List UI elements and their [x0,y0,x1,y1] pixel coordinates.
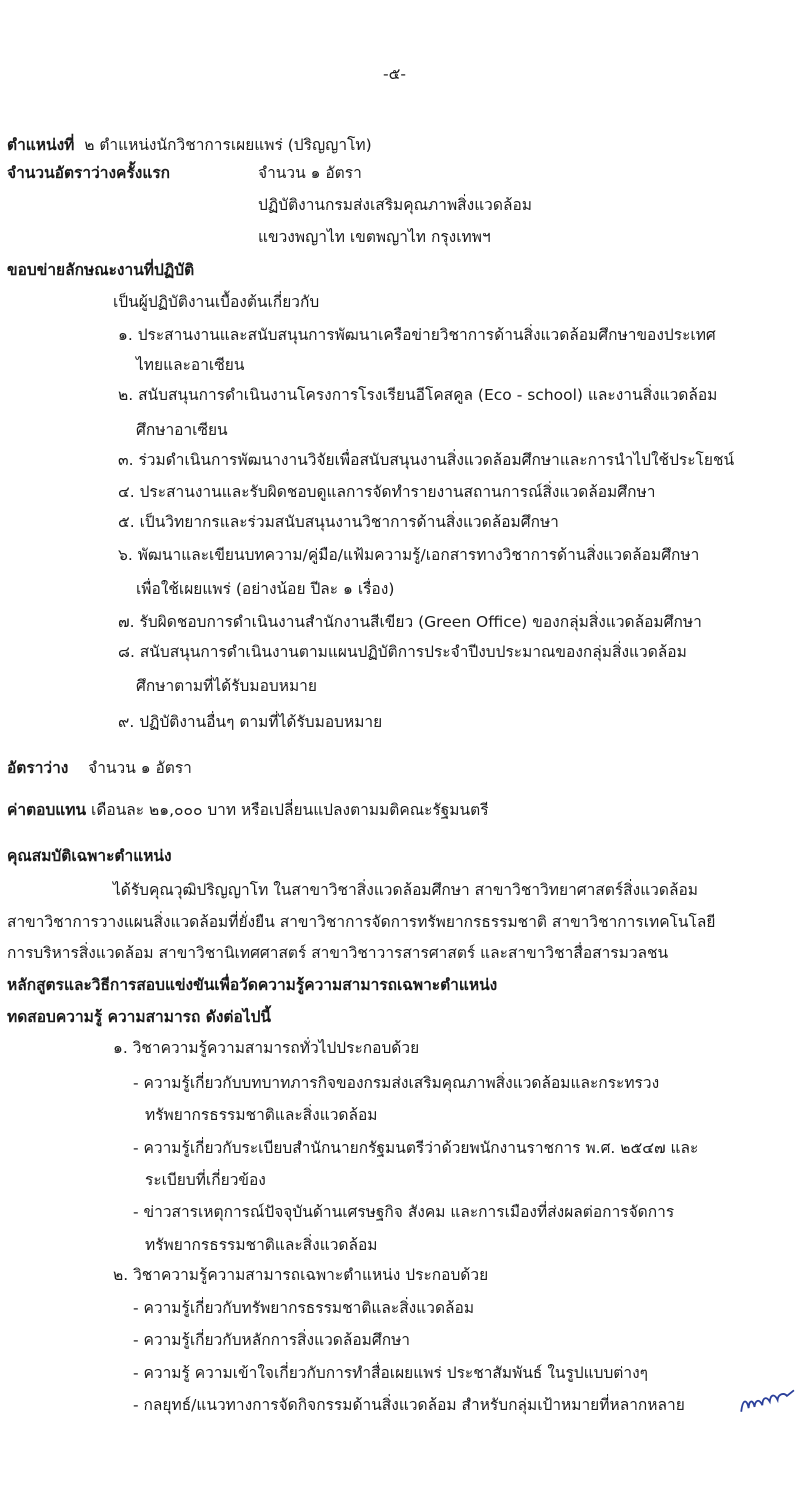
exam-general-item-cont: ระเบียบที่เกี่ยวข้อง [145,1171,266,1189]
exam-general-title: ๑. วิชาความรู้ความสามารถทั่วไปประกอบด้วย [113,1039,420,1057]
exam-specific-item: - กลยุทธ์/แนวทางการจัดกิจกรรมด้านสิ่งแวดล้อม สำหรับกลุ่มเป้าหมายที่หลากหลาย [133,1396,685,1414]
scope-item: ๕. เป็นวิทยากรและร่วมสนับสนุนงานวิชาการด้านสิ่งแวดล้อมศึกษา [118,513,559,531]
qualifications-line: การบริหารสิ่งแวดล้อม สาขาวิชานิเทศศาสตร์ สาขาวิชาวารสารศาสตร์ และสาขาวิชาสื่อสารมวลชน [7,944,669,962]
exam-specific-title: ๒. วิชาความรู้ความสามารถเฉพาะตำแหน่ง ประกอบด้วย [113,1266,489,1284]
vacancy-first-line: แขวงพญาไท เขตพญาไท กรุงเทพฯ [258,228,491,246]
scope-item: ๔. ประสานงานและรับผิดชอบดูแลการจัดทำรายงานสถานการณ์สิ่งแวดล้อมศึกษา [118,483,656,501]
exam-general-item-cont: ทรัพยากรธรรมชาติและสิ่งแวดล้อม [145,1236,378,1254]
position-value: ๒ ตำแหน่งนักวิชาการเผยแพร่ (ปริญญาโท) [84,136,372,154]
scope-item-cont: ศึกษาอาเซียน [136,421,228,439]
scope-item: ๓. ร่วมดำเนินการพัฒนางานวิจัยเพื่อสนับสนุนงานสิ่งแวดล้อมศึกษาและการนำไปใช้ประโยชน์ [118,451,735,469]
vacancy-label: อัตราว่าง [7,759,69,777]
scope-item: ๑. ประสานงานและสนับสนุนการพัฒนาเครือข่ายวิชาการด้านสิ่งแวดล้อมศึกษาของประเทศ [118,326,716,344]
scope-item: ๘. สนับสนุนการดำเนินงานตามแผนปฏิบัติการประจำปีงบประมาณของกลุ่มสิ่งแวดล้อม [118,643,687,661]
qualifications-line: สาขาวิชาการวางแผนสิ่งแวดล้อมที่ยั่งยืน สาขาวิชาการจัดการทรัพยากรธรรมชาติ สาขาวิชาการเทคโนโลยี [7,913,716,931]
scope-item: ๖. พัฒนาและเขียนบทความ/คู่มือ/แฟ้มความรู้/เอกสารทางวิชาการด้านสิ่งแวดล้อมศึกษา [118,546,700,564]
vacancy-first-label: จำนวนอัตราว่างครั้งแรก [7,164,171,182]
position-label: ตำแหน่งที่ [7,136,75,154]
vacancy-first-line: ปฏิบัติงานกรมส่งเสริมคุณภาพสิ่งแวดล้อม [258,196,532,214]
salary-value: เดือนละ ๒๑,๐๐๐ บาท หรือเปลี่ยนแปลงตามมติคณะรัฐมนตรี [91,801,489,819]
qualifications-line: ได้รับคุณวุฒิปริญญาโท ในสาขาวิชาสิ่งแวดล้อมศึกษา สาขาวิชาวิทยาศาสตร์สิ่งแวดล้อม [113,881,698,899]
exam-general-item-cont: ทรัพยากรธรรมชาติและสิ่งแวดล้อม [145,1106,378,1124]
vacancy-value: จำนวน ๑ อัตรา [88,759,192,777]
exam-heading: หลักสูตรและวิธีการสอบแข่งขันเพื่อวัดความรู้ความสามารถเฉพาะตำแหน่ง [7,976,498,994]
exam-general-item: - ความรู้เกี่ยวกับบทบาทภารกิจของกรมส่งเสริมคุณภาพสิ่งแวดล้อมและกระทรวง [133,1074,660,1092]
scope-intro: เป็นผู้ปฏิบัติงานเบื้องต้นเกี่ยวกับ [113,293,320,311]
scope-heading: ขอบข่ายลักษณะงานที่ปฏิบัติ [7,261,195,279]
scope-item-cont: ไทยและอาเซียน [136,356,245,374]
exam-specific-item: - ความรู้เกี่ยวกับทรัพยากรธรรมชาติและสิ่งแวดล้อม [133,1299,475,1317]
scope-item: ๗. รับผิดชอบการดำเนินงานสำนักงานสีเขียว (Green Office) ของกลุ่มสิ่งแวดล้อมศึกษา [118,613,702,631]
exam-subheading: ทดสอบความรู้ ความสามารถ ดังต่อไปนี้ [7,1008,272,1026]
scope-item-cont: ศึกษาตามที่ได้รับมอบหมาย [136,677,317,695]
exam-specific-item: - ความรู้เกี่ยวกับหลักการสิ่งแวดล้อมศึกษา [133,1331,411,1349]
vacancy-first-line: จำนวน ๑ อัตรา [258,164,362,182]
page-number: -๕- [383,65,406,83]
handwritten-signature [736,1384,800,1422]
exam-general-item: - ข่าวสารเหตุการณ์ปัจจุบันด้านเศรษฐกิจ สังคม และการเมืองที่ส่งผลต่อการจัดการ [133,1203,675,1221]
scope-item: ๒. สนับสนุนการดำเนินงานโครงการโรงเรียนอีโคสคูล (Eco - school) และงานสิ่งแวดล้อม [118,386,718,404]
qualifications-heading: คุณสมบัติเฉพาะตำแหน่ง [7,847,172,865]
salary-label: ค่าตอบแทน [7,801,87,819]
scope-item-cont: เพื่อใช้เผยแพร่ (อย่างน้อย ปีละ ๑ เรื่อง) [136,580,395,598]
exam-general-item: - ความรู้เกี่ยวกับระเบียบสำนักนายกรัฐมนตรีว่าด้วยพนักงานราชการ พ.ศ. ๒๕๔๗ และ [133,1139,699,1157]
exam-specific-item: - ความรู้ ความเข้าใจเกี่ยวกับการทำสื่อเผยแพร่ ประชาสัมพันธ์ ในรูปแบบต่างๆ [133,1364,648,1382]
scope-item: ๙. ปฏิบัติงานอื่นๆ ตามที่ได้รับมอบหมาย [118,713,383,731]
